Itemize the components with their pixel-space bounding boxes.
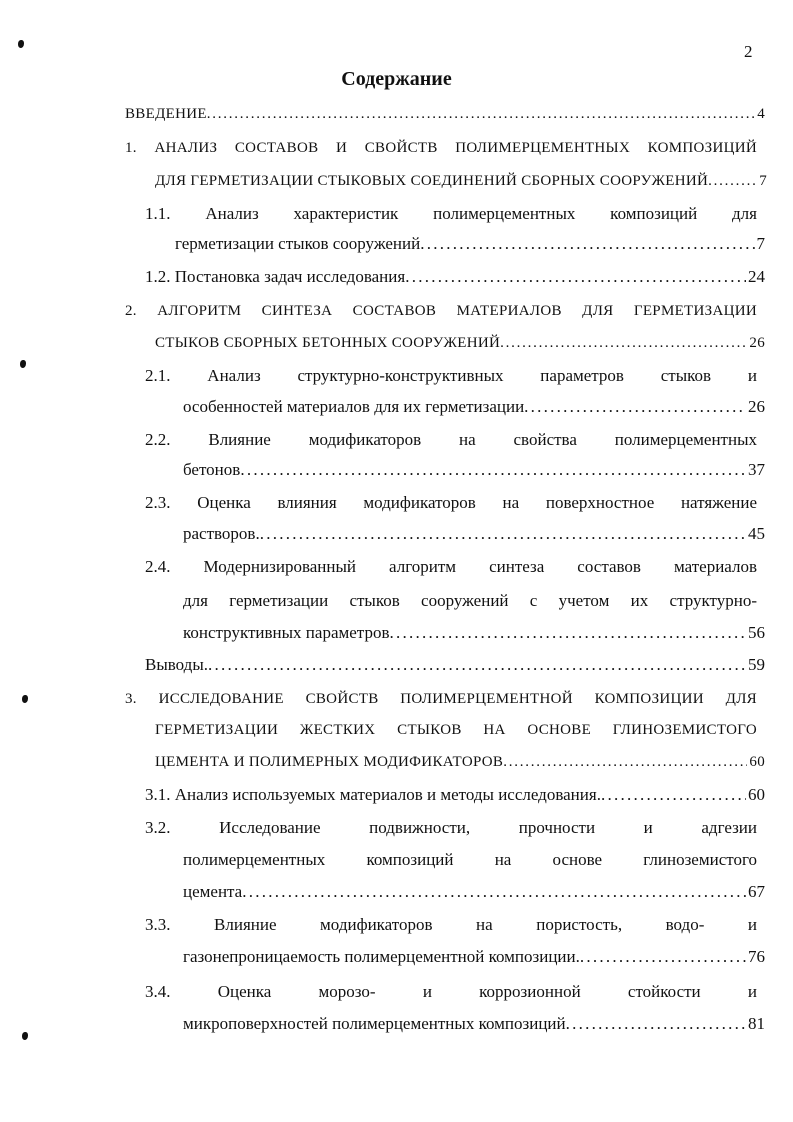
- toc-entry-text: ДЛЯ ГЕРМЕТИЗАЦИИ СТЫКОВЫХ СОЕДИНЕНИЙ СБОРНЫХ СООРУЖЕНИЙ: [155, 173, 709, 189]
- toc-entry-text: 3. ИССЛЕДОВАНИЕ СВОЙСТВ ПОЛИМЕРЦЕМЕНТНОЙ КОМПОЗИЦИИ ДЛЯ: [125, 691, 757, 707]
- toc-leader: [240, 460, 746, 480]
- toc-entry-text: 1. АНАЛИЗ СОСТАВОВ И СВОЙСТВ ПОЛИМЕРЦЕМЕНТНЫХ КОМПОЗИЦИЙ: [125, 140, 757, 156]
- toc-page: 81: [748, 1014, 765, 1033]
- toc-leader: [260, 524, 746, 544]
- page-title: Содержание: [341, 68, 452, 90]
- toc-entry-text: бетонов: [183, 460, 241, 479]
- scan-blot: [22, 1032, 28, 1040]
- toc-leader: [708, 171, 757, 191]
- toc-leader: [580, 947, 746, 967]
- toc-entry-text: полимерцементных композиций на основе глиноземистого: [183, 850, 757, 869]
- toc-entry-text: 3.2. Исследование подвижности, прочности и адгезии: [145, 818, 757, 837]
- toc-entry-text: 2.4. Модернизированный алгоритм синтеза составов материалов: [145, 557, 757, 576]
- toc-entry-text: 3.4. Оценка морозо- и коррозионной стойкости и: [145, 982, 757, 1001]
- toc-entry-text: 2.2. Влияние модификаторов на свойства полимерцементных: [145, 430, 757, 449]
- toc-leader: [420, 234, 754, 254]
- toc-page: 56: [748, 623, 765, 642]
- page-number: 2: [744, 42, 753, 61]
- toc-entry-conclusions[interactable]: [145, 655, 765, 675]
- toc-entry-text: газонепроницаемость полимерцементной композиции.: [183, 947, 580, 966]
- toc-entry-text: особенностей материалов для их герметизации: [183, 397, 525, 416]
- toc-page: 24: [748, 267, 765, 286]
- toc-entry-text: 3.1. Анализ используемых материалов и методы исследования.: [145, 785, 601, 804]
- toc-entry-text: ЦЕМЕНТА И ПОЛИМЕРНЫХ МОДИФИКАТОРОВ: [155, 754, 504, 770]
- toc-entry-1-2[interactable]: [145, 267, 765, 287]
- toc-page: 26: [748, 397, 765, 416]
- toc-page: 60: [748, 785, 765, 804]
- toc-leader: [207, 104, 755, 124]
- toc-page: 76: [748, 947, 765, 966]
- toc-page: 4: [757, 106, 765, 122]
- scan-blot: [18, 40, 24, 48]
- toc-page: 7: [756, 234, 765, 253]
- toc-entry-intro[interactable]: [125, 104, 765, 124]
- toc-entry-text: 2.3. Оценка влияния модификаторов на поверхностное натяжение: [145, 493, 757, 512]
- toc-page: 59: [748, 655, 765, 674]
- toc-leader: [405, 267, 746, 287]
- toc-page: 7: [759, 173, 767, 189]
- toc-leader: [524, 397, 746, 417]
- toc-leader: [566, 1014, 746, 1034]
- toc-leader: [208, 655, 746, 675]
- toc-entry-text: 1.2. Постановка задач исследования: [145, 267, 406, 286]
- toc-page: 67: [748, 882, 765, 901]
- toc-entry-text: цемента: [183, 882, 243, 901]
- toc-entry-text: СТЫКОВ СБОРНЫХ БЕТОННЫХ СООРУЖЕНИЙ: [155, 335, 501, 351]
- toc-page: 60: [749, 754, 765, 770]
- toc-entry-text: 1.1. Анализ характеристик полимерцементных композиций для: [145, 204, 757, 223]
- toc-entry-text: 2.1. Анализ структурно-конструктивных параметров стыков и: [145, 366, 757, 385]
- toc-entry-text: ГЕРМЕТИЗАЦИИ ЖЕСТКИХ СТЫКОВ НА ОСНОВЕ ГЛИНОЗЕМИСТОГО: [155, 722, 757, 738]
- toc-page: 26: [749, 335, 765, 351]
- toc-leader: [601, 785, 746, 805]
- toc-entry-text: для герметизации стыков сооружений с учетом их структурно-: [183, 591, 757, 610]
- toc-entry-text: ВВЕДЕНИЕ: [125, 106, 207, 122]
- scan-blot: [20, 360, 26, 368]
- toc-leader: [500, 333, 747, 353]
- toc-entry-text: Выводы.: [145, 655, 209, 674]
- toc-page: 45: [748, 524, 765, 543]
- toc-page: 37: [748, 460, 765, 479]
- toc-entry-3-1[interactable]: [145, 785, 765, 805]
- toc-leader: [503, 752, 747, 772]
- toc-leader: [389, 623, 746, 643]
- toc-entry-text: микроповерхностей полимерцементных композиций: [183, 1014, 566, 1033]
- toc-entry-text: конструктивных параметров: [183, 623, 390, 642]
- toc-entry-text: растворов.: [183, 524, 260, 543]
- toc-entry-text: 3.3. Влияние модификаторов на пористость, водо- и: [145, 915, 757, 934]
- toc-leader: [242, 882, 746, 902]
- toc-entry-text: герметизации стыков сооружений: [175, 234, 421, 253]
- scan-blot: [22, 695, 28, 703]
- toc-entry-text: 2. АЛГОРИТМ СИНТЕЗА СОСТАВОВ МАТЕРИАЛОВ ДЛЯ ГЕРМЕТИЗАЦИИ: [125, 303, 757, 319]
